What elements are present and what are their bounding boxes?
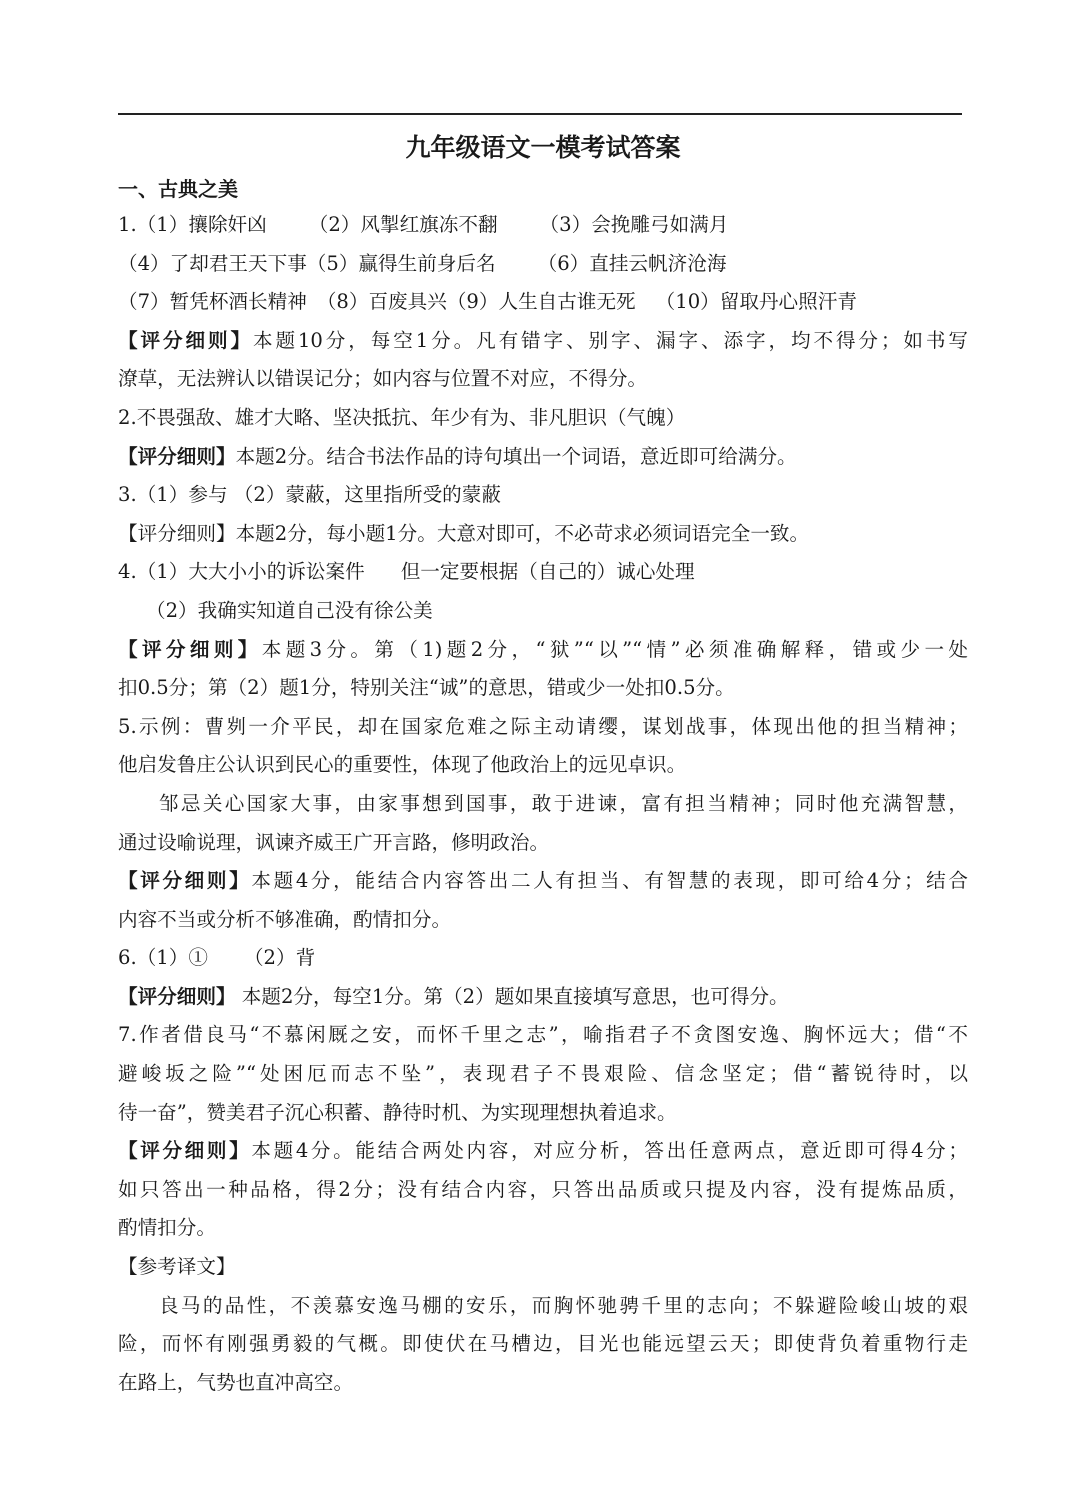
document-title: 九年级语文一模考试答案 bbox=[405, 133, 681, 162]
translation-line-2: 险，而怀有刚强勇毅的气概。即使伏在马槽边，目光也能远望云天；即使背负着重物行走 bbox=[118, 1332, 968, 1356]
q1-line-1: 1.（1）攘除奸凶 （2）风掣红旗冻不翻 （3）会挽雕弓如满月 bbox=[118, 213, 729, 236]
q1-line-2: （4）了却君王天下事（5）赢得生前身后名 （6）直挂云帆济沧海 bbox=[118, 251, 727, 275]
section-heading: 一、古典之美 bbox=[118, 177, 238, 201]
rubric-6: 【评分细则】 本题2分，每空1分。第（2）题如果直接填写意思，也可得分。 bbox=[118, 984, 789, 1008]
rubric-7-line-2: 如只答出一种品格，得2分；没有结合内容，只答出品质或只提及内容，没有提炼品质， bbox=[118, 1177, 968, 1201]
translation-line-3: 在路上，气势也直冲高空。 bbox=[118, 1370, 354, 1394]
translation-heading: 【参考译文】 bbox=[118, 1255, 236, 1279]
rubric-4-line-1: 【评分细则】本题3分。第（1)题2分，“狱”“以”“情”必须准确解释，错或少一处 bbox=[118, 637, 968, 661]
rubric-5-line-1: 【评分细则】本题4分，能结合内容答出二人有担当、有智慧的表现，即可给4分；结合 bbox=[118, 869, 968, 893]
header-rule bbox=[118, 113, 962, 115]
q7-line-1: 7.作者借良马“不慕闲厩之安，而怀千里之志”，喻指君子不贪图安逸、胸怀远大；借“不 bbox=[118, 1023, 968, 1047]
rubric-4-line-2: 扣0.5分；第（2）题1分，特别关注“诚”的意思，错或少一处扣0.5分。 bbox=[118, 676, 735, 700]
q3-answer: 3.（1）参与 （2）蒙蔽，这里指所受的蒙蔽 bbox=[118, 483, 501, 507]
rubric-7-line-1: 【评分细则】本题4分。能结合两处内容，对应分析，答出任意两点，意近即可得4分； bbox=[118, 1139, 968, 1163]
q7-line-2: 避峻坂之险”“处困厄而志不坠”，表现君子不畏艰险、信念坚定；借“蓄锐待时，以 bbox=[118, 1062, 968, 1086]
answer-document bbox=[118, 124, 968, 1402]
rubric-1-line-1: 【评分细则】本题10分，每空1分。凡有错字、别字、漏字、添字，均不得分；如书写 bbox=[118, 328, 968, 352]
rubric-3: 【评分细则】本题2分，每小题1分。大意对即可，不必苛求必须词语完全一致。 bbox=[118, 521, 810, 545]
rubric-1-line-2: 潦草，无法辨认以错误记分；如内容与位置不对应，不得分。 bbox=[118, 367, 648, 391]
q4-line-2: （2）我确实知道自己没有徐公美 bbox=[146, 598, 433, 622]
q5-line-2: 他启发鲁庄公认识到民心的重要性，体现了他政治上的远见卓识。 bbox=[118, 753, 687, 777]
q4-line-1: 4.（1）大大小小的诉讼案件 但一定要根据（自己的）诚心处理 bbox=[118, 560, 695, 584]
q2-answer: 2.不畏强敌、雄才大略、坚决抵抗、年少有为、非凡胆识（气魄） bbox=[118, 405, 686, 429]
q5-line-4: 通过设喻说理，讽谏齐威王广开言路，修明政治。 bbox=[118, 830, 550, 854]
q5-line-1: 5.示例：曹刿一介平民，却在国家危难之际主动请缨，谋划战事，体现出他的担当精神； bbox=[118, 714, 968, 738]
rubric-5-line-2: 内容不当或分析不够准确，酌情扣分。 bbox=[118, 907, 452, 931]
rubric-2: 【评分细则】本题2分。结合书法作品的诗句填出一个词语，意近即可给满分。 bbox=[118, 444, 797, 468]
q6-answer: 6.（1）① （2）背 bbox=[118, 946, 316, 970]
translation-line-1: 良马的品性，不羡慕安逸马棚的安乐，而胸怀驰骋千里的志向；不躲避险峻山坡的艰 bbox=[159, 1293, 968, 1317]
rubric-7-line-3: 酌情扣分。 bbox=[118, 1216, 216, 1240]
q7-line-3: 待一奋”，赞美君子沉心积蓄、静待时机、为实现理想执着追求。 bbox=[118, 1100, 677, 1124]
q1-line-3: （7）暂凭杯酒长精神 （8）百废具兴（9）人生自古谁无死 （10）留取丹心照汗青 bbox=[118, 290, 857, 314]
q5-line-3: 邹忌关心国家大事，由家事想到国事，敢于进谏，富有担当精神；同时他充满智慧， bbox=[159, 791, 968, 815]
